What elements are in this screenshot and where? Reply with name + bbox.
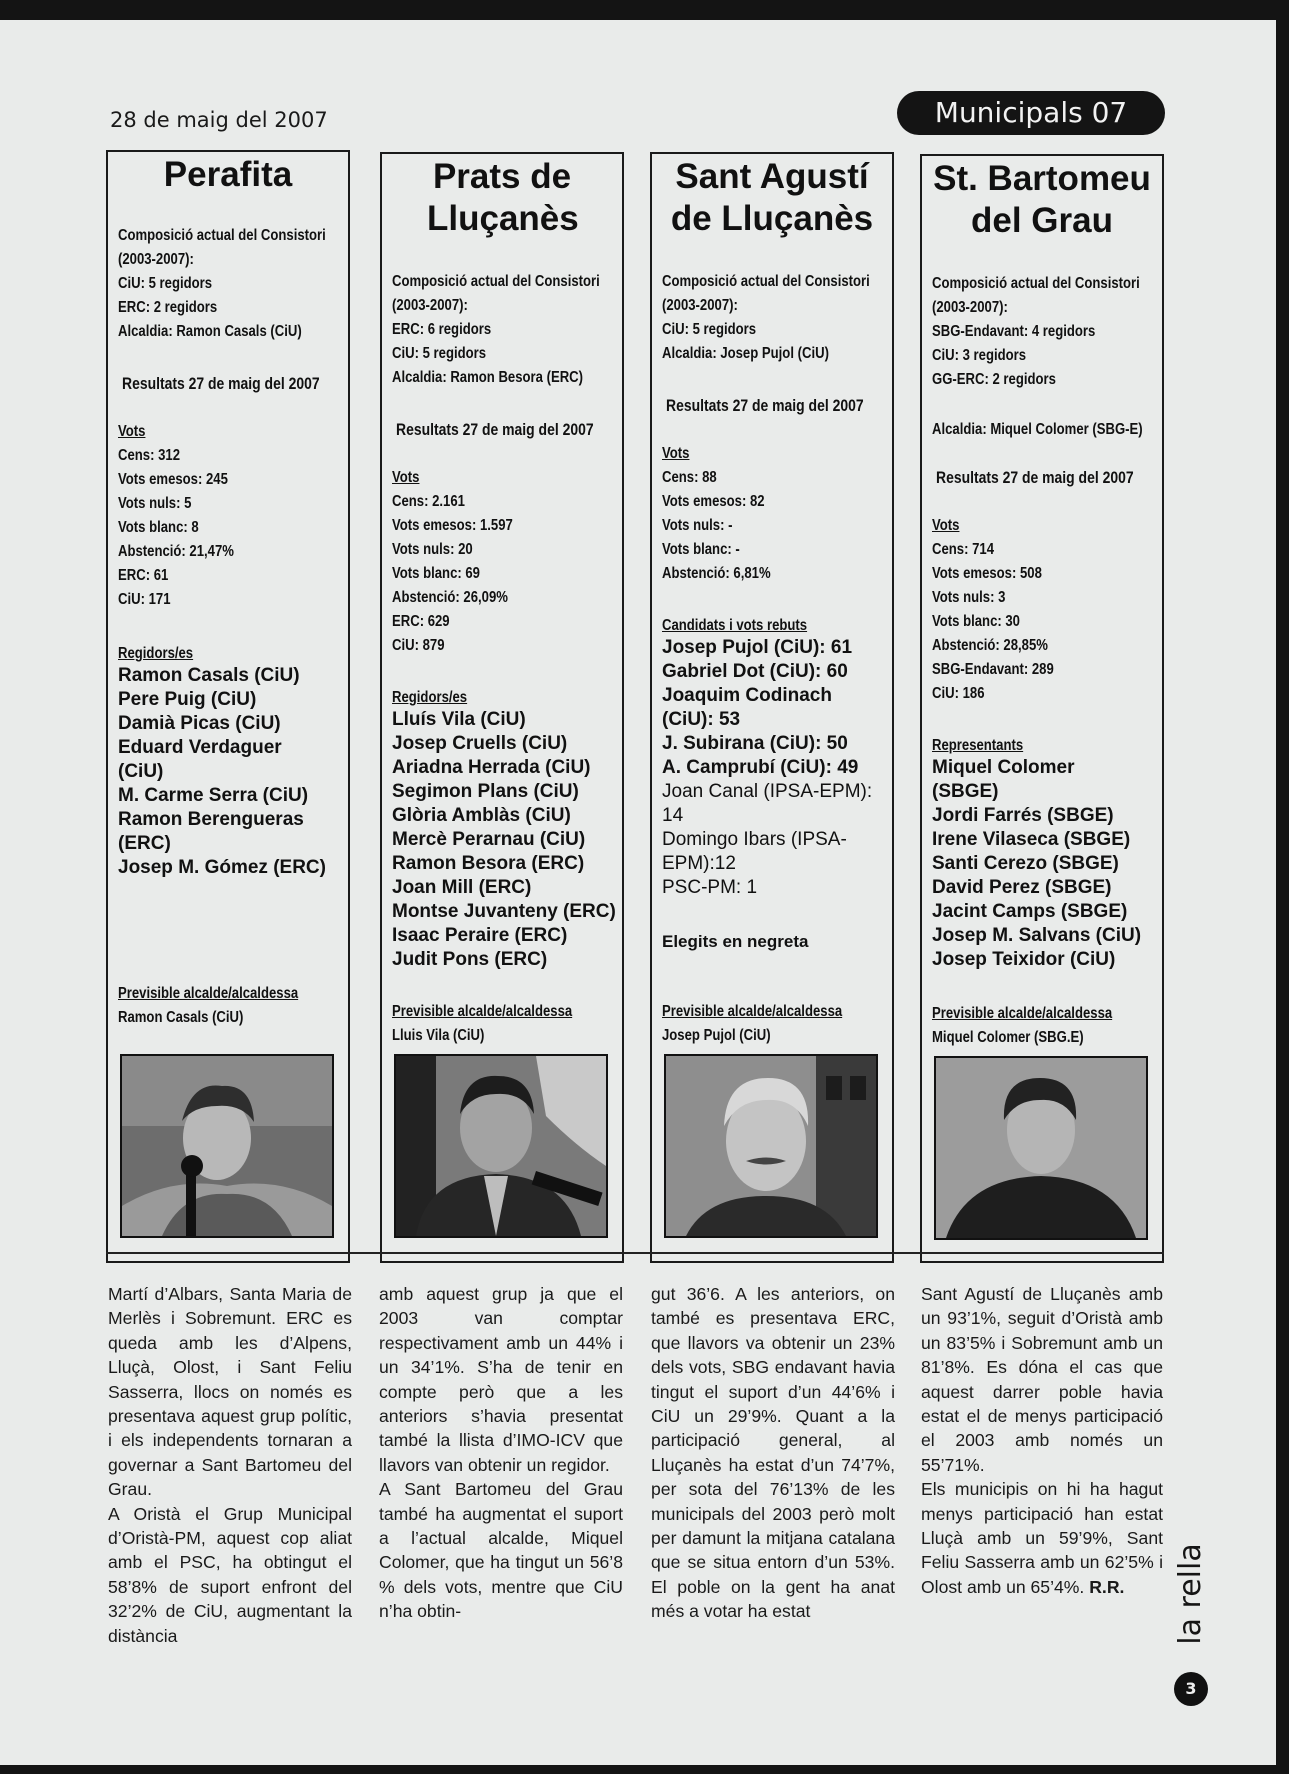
elected-note: Elegits en negreta <box>662 932 809 951</box>
candidate-list: Josep Pujol (CiU): 61 Gabriel Dot (CiU): 60 Joaquim Codinach (CiU): 53 J. Subirana (CiU): 50 A. Camprubí (CiU): 49 <box>662 637 859 778</box>
representatives-list: Miquel Colomer (SBGE) Jordi Farrés (SBGE) Irene Vilaseca (SBGE) Santi Cerezo (SBGE) David Perez (SBGE) Jacint Camps (SBGE) Josep M. Salvans (CiU) Josep Teixidor (CiU) <box>932 757 1142 970</box>
composition: Composició actual del Consistori (2003-2007): CiU: 5 regidors Alcaldia: Josep Pujol (CiU) <box>662 273 870 362</box>
magazine-name: la rella <box>1173 1543 1208 1645</box>
mayor-photo <box>934 1056 1148 1240</box>
mayor: Previsible alcalde/alcaldessa Lluis Vila (CiU) <box>392 1003 573 1044</box>
mayor-current: Alcaldia: Miquel Colomer (SBG-E) <box>932 421 1143 438</box>
mayor: Previsible alcalde/alcaldessa Ramon Casals (CiU) <box>118 985 299 1026</box>
municipality-title: Perafita <box>163 155 293 194</box>
councillor-list: Lluís Vila (CiU) Josep Cruells (CiU) Ariadna Herrada (CiU) Segimon Plans (CiU) Glòria Amblàs (CiU) Mercè Perarnau (CiU) Ramon Besora (ERC) Joan Mill (ERC) Montse Juvanteny (ERC) Isaac Peraire (ERC) Judit Pons (ERC) <box>392 709 616 970</box>
votes: Vots Cens: 88 Vots emesos: 82 Vots nuls: - Vots blanc: - Abstenció: 6,81% <box>662 445 771 582</box>
article-column-4: Sant Agustí de Lluçanès amb un 93’1%, seguit d’Oristà amb un 83’5% i Sobremunt amb un 81’8%. Es dóna el cas que aquest darrer poble havia estat el de menys participació el 2003 amb només un 55’71%. Els municipis on hi ha hagut menys participació han estat Lluçà amb un 59’9%, Sant Feliu Sasserra amb un 62’5% i Olost amb un 65’4%. R.R. <box>921 1282 1163 1599</box>
municipality-title: Sant Agustí de Lluçanès <box>670 157 874 238</box>
votes: Vots Cens: 2.161 Vots emesos: 1.597 Vots nuls: 20 Vots blanc: 69 Abstenció: 26,09% ERC: 629 CiU: 879 <box>392 469 513 654</box>
article-column-1: Martí d’Albars, Santa Maria de Merlès i Sobremunt. ERC es queda amb les d’Alpens, Lluçà, Olost, i Sant Feliu Sasserra, llocs on només es presentava aquest grup polític, i els independents tornaran a governar a Sant Bartomeu del Grau. A Oristà el Grup Municipal d’Oristà-PM, aquest cop aliat amb el PSC, ha obtingut el 58’8% de suport enfront del 32’2% de CiU, augmentant la distància <box>108 1284 352 1646</box>
results-title: Resultats 27 de maig del 2007 <box>666 396 864 415</box>
other-candidates: Joan Canal (IPSA-EPM): 14 Domingo Ibars (IPSA- EPM):12 PSC-PM: 1 <box>662 781 873 898</box>
mayor-photo <box>120 1054 334 1238</box>
list-heading: Regidors/es <box>118 645 194 662</box>
municipality-box-sant-agusti <box>650 152 894 1263</box>
mayor-photo <box>394 1054 608 1238</box>
composition: Composició actual del Consistori (2003-2007): ERC: 6 regidors CiU: 5 regidors Alcaldia: Ramon Besora (ERC) <box>392 273 600 386</box>
section-divider <box>106 1252 1164 1254</box>
list-heading: Representants <box>932 737 1024 754</box>
issue-date: 28 de maig del 2007 <box>110 108 328 132</box>
composition: Composició actual del Consistori (2003-2007): SBG-Endavant: 4 regidors CiU: 3 regidors GG-ERC: 2 regidors <box>932 275 1140 388</box>
article-column-2: amb aquest grup ja que el 2003 van comptar respectivament amb un 44% i un 34’1%. S’ha de tenir en compte però que a les anteriors s’havia presentat també la llista d’IMO-ICV que llavors van obtenir un regidor. A Sant Bartomeu del Grau també ha augmentat el suport a l’actual alcalde, Miquel Colomer, que ha tingut un 56’8 % dels vots, mentre que CiU n’ha obtin- <box>379 1284 623 1622</box>
article-column-3: gut 36’6. A les anteriors, on també es presentava ERC, que llavors va obtenir un 23% dels vots, SBG endavant havia tingut el suport d’un 44’6% i CiU un 29’9%. Quant a la participació general, al Lluçanès ha estat d’un 74’7%, per sota del 76’13% de les municipals del 2003 però molt per damunt la mitjana catalana que se situa entorn d’un 53%. El poble on la gent ha anat més a votar ha estat <box>651 1284 895 1622</box>
municipality-title: St. Bartomeu del Grau <box>933 159 1151 240</box>
mayor: Previsible alcalde/alcaldessa Miquel Colomer (SBG.E) <box>932 1005 1113 1046</box>
article-last-paragraph: Els municipis on hi ha hagut menys participació han estat Lluçà amb un 59’9%, Sant Feliu Sasserra amb un 62’5% i Olost amb un 65’4%. R.R. <box>921 1479 1163 1597</box>
mayor: Previsible alcalde/alcaldessa Josep Pujol (CiU) <box>662 1003 843 1044</box>
municipality-title: Prats de Lluçanès <box>427 157 579 238</box>
municipality-box-prats <box>380 152 624 1263</box>
municipality-box-perafita <box>106 150 350 1263</box>
magazine-logo <box>1166 1530 1226 1650</box>
author-initials: R.R. <box>1089 1576 1125 1597</box>
page-number: 3 <box>1174 1672 1208 1706</box>
list-heading: Regidors/es <box>392 689 468 706</box>
results-title: Resultats 27 de maig del 2007 <box>396 420 594 439</box>
list-heading: Candidats i vots rebuts <box>662 617 808 634</box>
composition: Composició actual del Consistori (2003-2007): CiU: 5 regidors ERC: 2 regidors Alcaldia: Ramon Casals (CiU) <box>118 227 326 340</box>
votes: Vots Cens: 312 Vots emesos: 245 Vots nuls: 5 Vots blanc: 8 Abstenció: 21,47% ERC: 61 CiU: 171 <box>118 423 234 608</box>
results-title: Resultats 27 de maig del 2007 <box>936 468 1134 487</box>
section-badge: Municipals 07 <box>897 91 1165 135</box>
municipality-box-st-bartomeu <box>920 154 1164 1263</box>
votes: Vots Cens: 714 Vots emesos: 508 Vots nuls: 3 Vots blanc: 30 Abstenció: 28,85% SBG-Endavant: 289 CiU: 186 <box>932 517 1054 702</box>
councillor-list: Ramon Casals (CiU) Pere Puig (CiU) Damià Picas (CiU) Eduard Verdaguer (CiU) M. Carme Serra (CiU) Ramon Berengueras (ERC) Josep M. Gómez (ERC) <box>118 665 326 878</box>
results-title: Resultats 27 de maig del 2007 <box>122 374 320 393</box>
mayor-photo <box>664 1054 878 1238</box>
